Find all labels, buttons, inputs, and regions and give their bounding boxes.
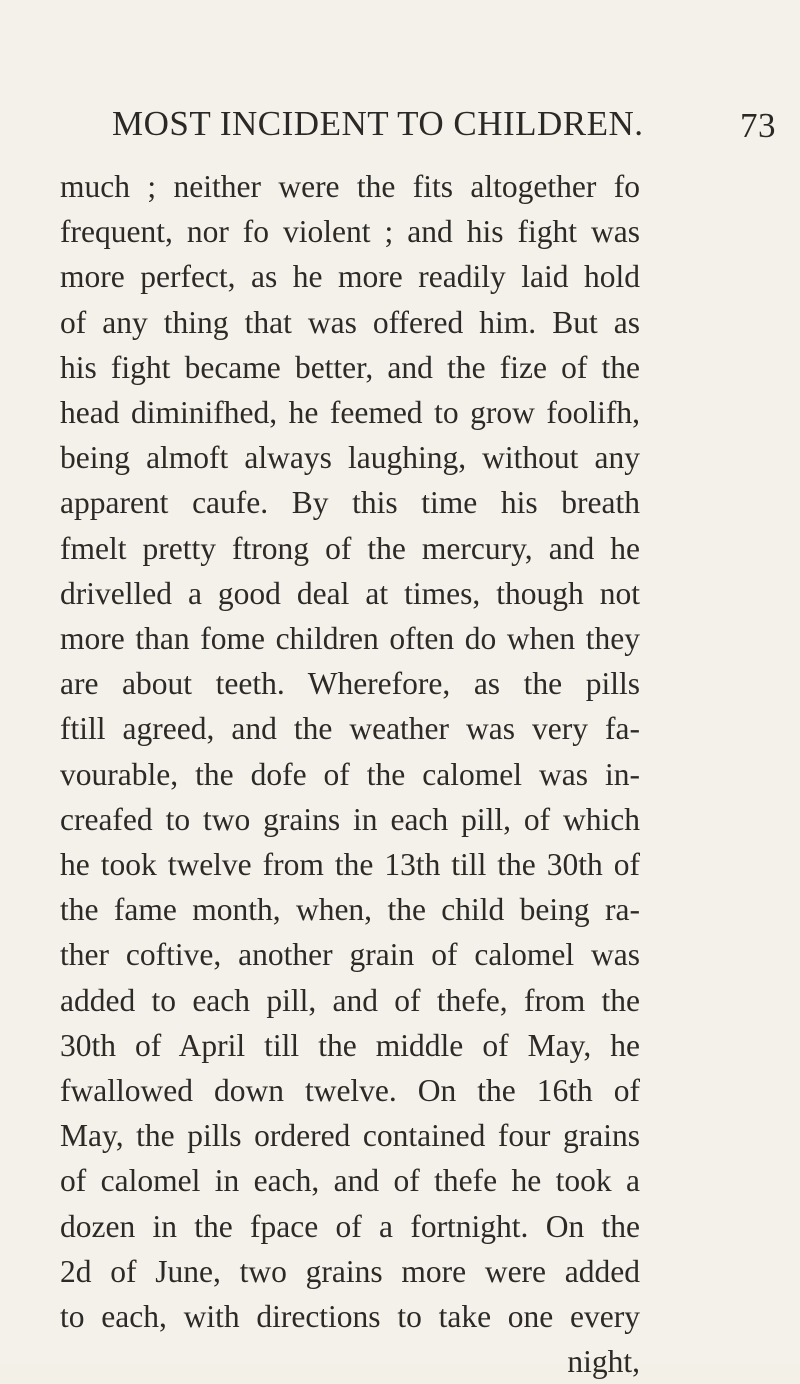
text-line: of calomel in each, and of thefe he took a [60, 1163, 640, 1199]
text-line: 30th of April till the middle of May, he [60, 1027, 640, 1063]
running-head: MOST INCIDENT TO CHILDREN. [112, 104, 644, 143]
text-line: drivelled a good deal at times, though not [60, 575, 640, 611]
catchword-line: night, [567, 1344, 640, 1380]
text-line: fmelt pretty ftrong of the mercury, and he [60, 530, 640, 566]
text-line: fwallowed down twelve. On the 16th of [60, 1073, 640, 1109]
text-line: the fame month, when, the child being ra- [60, 892, 640, 928]
text-line: added to each pill, and of thefe, from the [60, 982, 640, 1018]
text-line: May, the pills ordered contained four grains [60, 1118, 640, 1154]
text-line: more than fome children often do when they [60, 621, 640, 657]
text-line: apparent caufe. By this time his breath [60, 485, 640, 521]
body-text [60, 164, 640, 1384]
text-line: are about teeth. Wherefore, as the pills [60, 666, 640, 702]
text-line: of any thing that was offered him. But as [60, 304, 640, 340]
text-line: creafed to two grains in each pill, of which [60, 801, 640, 837]
text-line: dozen in the fpace of a fortnight. On the [60, 1208, 640, 1244]
text-line: his fight became better, and the fize of the [60, 349, 640, 385]
text-line: frequent, nor fo violent ; and his fight was [60, 214, 640, 250]
text-line: he took twelve from the 13th till the 30th of [60, 847, 640, 883]
text-line: ther coftive, another grain of calomel was [60, 937, 640, 973]
page-number: 73 [740, 106, 776, 145]
text-line: 2d of June, two grains more were added [60, 1253, 640, 1289]
text-line: vourable, the dofe of the calomel was in- [60, 756, 640, 792]
text-line: being almoft always laughing, without any [60, 440, 640, 476]
text-line: more perfect, as he more readily laid hold [60, 259, 640, 295]
text-line: ftill agreed, and the weather was very fa- [60, 711, 640, 747]
text-line: much ; neither were the fits altogether fo [60, 169, 640, 204]
text-line: to each, with directions to take one every [60, 1299, 640, 1335]
text-line: head diminifhed, he feemed to grow foolifh, [60, 395, 640, 431]
